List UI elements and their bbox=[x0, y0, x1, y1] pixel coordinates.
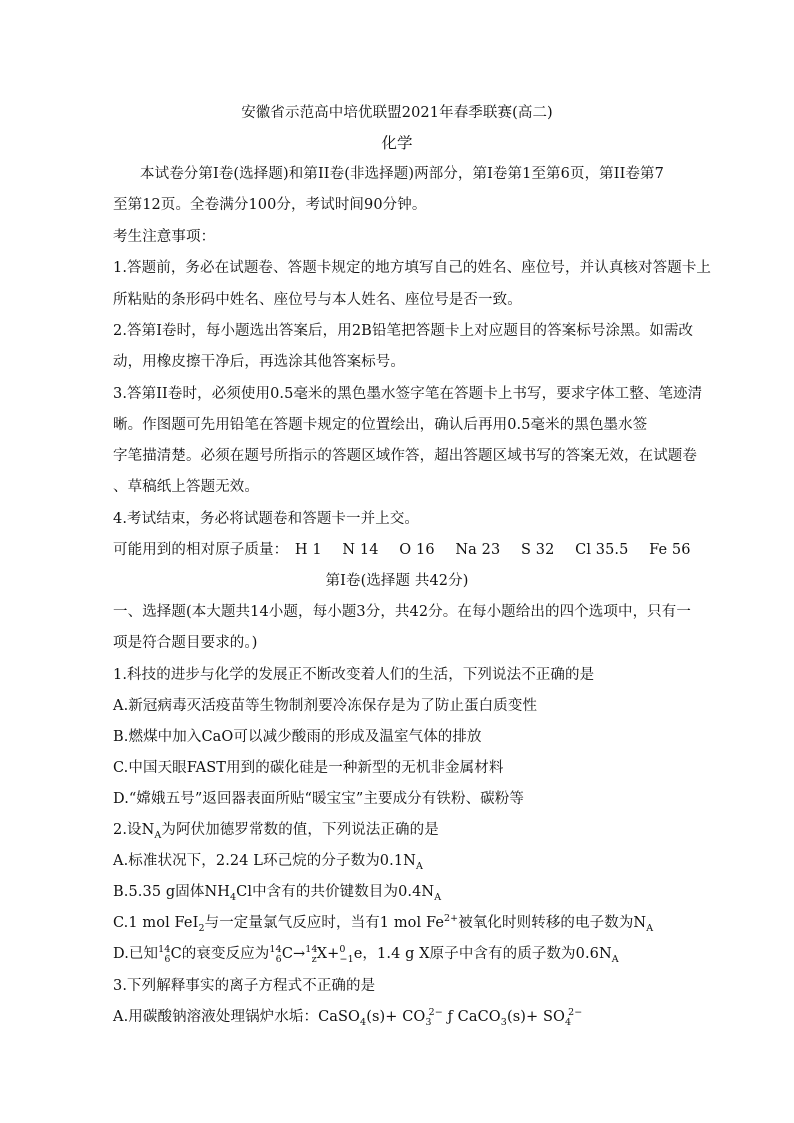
intro-line-2: 至第12页。全卷满分100分，考试时间90分钟。 bbox=[113, 197, 427, 213]
q1-stem: 1.科技的进步与化学的发展正不断改变着人们的生活，下列说法不正确的是 bbox=[113, 667, 595, 683]
atomic-mass-label: 可能用到的相对原子质量： bbox=[113, 542, 289, 558]
notice-item-3b: 晰。作图题可先用铅笔在答题卡规定的位置绘出，确认后再用0.5毫米的黑色墨水签 bbox=[113, 417, 648, 433]
atomic-mass-line bbox=[113, 540, 691, 560]
q1-option-c: C.中国天眼FAST用到的碳化硅是一种新型的无机非金属材料 bbox=[113, 760, 504, 776]
intro-line-1: 本试卷分第I卷(选择题)和第II卷(非选择题)两部分，第I卷第1至第6页，第II卷第7 bbox=[140, 166, 664, 182]
notice-item-3d: 、草稿纸上答题无效。 bbox=[113, 479, 259, 495]
section1-title: 第I卷(选择题 共42分) bbox=[325, 573, 469, 589]
section1-instruction-b: 项是符合题目要求的。) bbox=[113, 635, 258, 651]
q2-option-b: B.5.35 g固体$NH_4Cl$中含有的共价键数目为$0.4N_A$ bbox=[113, 884, 442, 903]
notice-heading: 考生注意事项： bbox=[113, 229, 216, 245]
q3-stem: 3.下列解释事实的离子方程式不正确的是 bbox=[113, 978, 376, 994]
atomic-mass-h: H 1 bbox=[294, 542, 322, 558]
atomic-mass-n: N 14 bbox=[342, 542, 379, 558]
q2-option-d: D.已知$^{14}_6$C的衰变反应为$^{14}_6$C→$^{14}_z$X+$^0_{-1}$e，1.4 g X原子中含有的质子数为$0.6N_A$ bbox=[113, 944, 619, 965]
exam-title: 安徽省示范高中培优联盟2021年春季联赛(高二) bbox=[241, 105, 553, 121]
notice-item-3a: 3.答第II卷时，必须使用0.5毫米的黑色墨水签字笔在答题卡上书写，要求字体工整、笔迹清 bbox=[113, 386, 703, 402]
atomic-mass-na: Na 23 bbox=[455, 542, 501, 558]
q2-stem: 2.设$N_A$为阿伏加德罗常数的值，下列说法正确的是 bbox=[113, 822, 439, 841]
subject-title: 化学 bbox=[381, 134, 413, 152]
q1-option-b: B.燃煤中加入CaO可以减少酸雨的形成及温室气体的排放 bbox=[113, 729, 482, 745]
q2-option-c: C.1 mol FeI$_2$与一定量氯气反应时，当有1 mol $Fe^{2+}$被氧化时则转移的电子数为$N_A$ bbox=[113, 913, 654, 934]
notice-item-3c: 字笔描清楚。必须在题号所指示的答题区域作答，超出答题区域书写的答案无效，在试题卷 bbox=[113, 448, 697, 464]
atomic-mass-s: S 32 bbox=[521, 542, 555, 558]
atomic-mass-fe: Fe 56 bbox=[649, 542, 691, 558]
atomic-mass-o: O 16 bbox=[399, 542, 435, 558]
atomic-mass-cl: Cl 35.5 bbox=[575, 542, 629, 558]
q1-option-d: D.“嫦娥五号”返回器表面所贴“暖宝宝”主要成分有铁粉、碳粉等 bbox=[113, 791, 524, 807]
q1-option-a: A.新冠病毒灭活疫苗等生物制剂要冷冻保存是为了防止蛋白质变性 bbox=[113, 698, 538, 714]
notice-item-1b: 所粘贴的条形码中姓名、座位号与本人姓名、座位号是否一致。 bbox=[113, 292, 522, 308]
notice-item-2a: 2.答第I卷时，每小题选出答案后，用2B铅笔把答题卡上对应题目的答案标号涂黑。如需改 bbox=[113, 323, 694, 339]
notice-item-2b: 动，用橡皮擦干净后，再选涂其他答案标号。 bbox=[113, 354, 405, 370]
section1-instruction-a: 一、选择题(本大题共14小题，每小题3分，共42分。在每小题给出的四个选项中，只有一 bbox=[113, 604, 691, 620]
q3-option-a: A.用碳酸钠溶液处理锅炉水垢：CaSO$_4$(s)+ $CO_3^{2-}$ ƒ CaCO$_3$(s)+ $SO_4^{2-}$ bbox=[113, 1007, 583, 1028]
notice-item-4: 4.考试结束，务必将试题卷和答题卡一并上交。 bbox=[113, 511, 420, 527]
notice-item-1a: 1.答题前，务必在试题卷、答题卡规定的地方填写自己的姓名、座位号，并认真核对答题卡上 bbox=[113, 260, 712, 276]
q2-option-a: A.标准状况下，2.24 L环己烷的分子数为$0.1N_A$ bbox=[113, 853, 423, 872]
